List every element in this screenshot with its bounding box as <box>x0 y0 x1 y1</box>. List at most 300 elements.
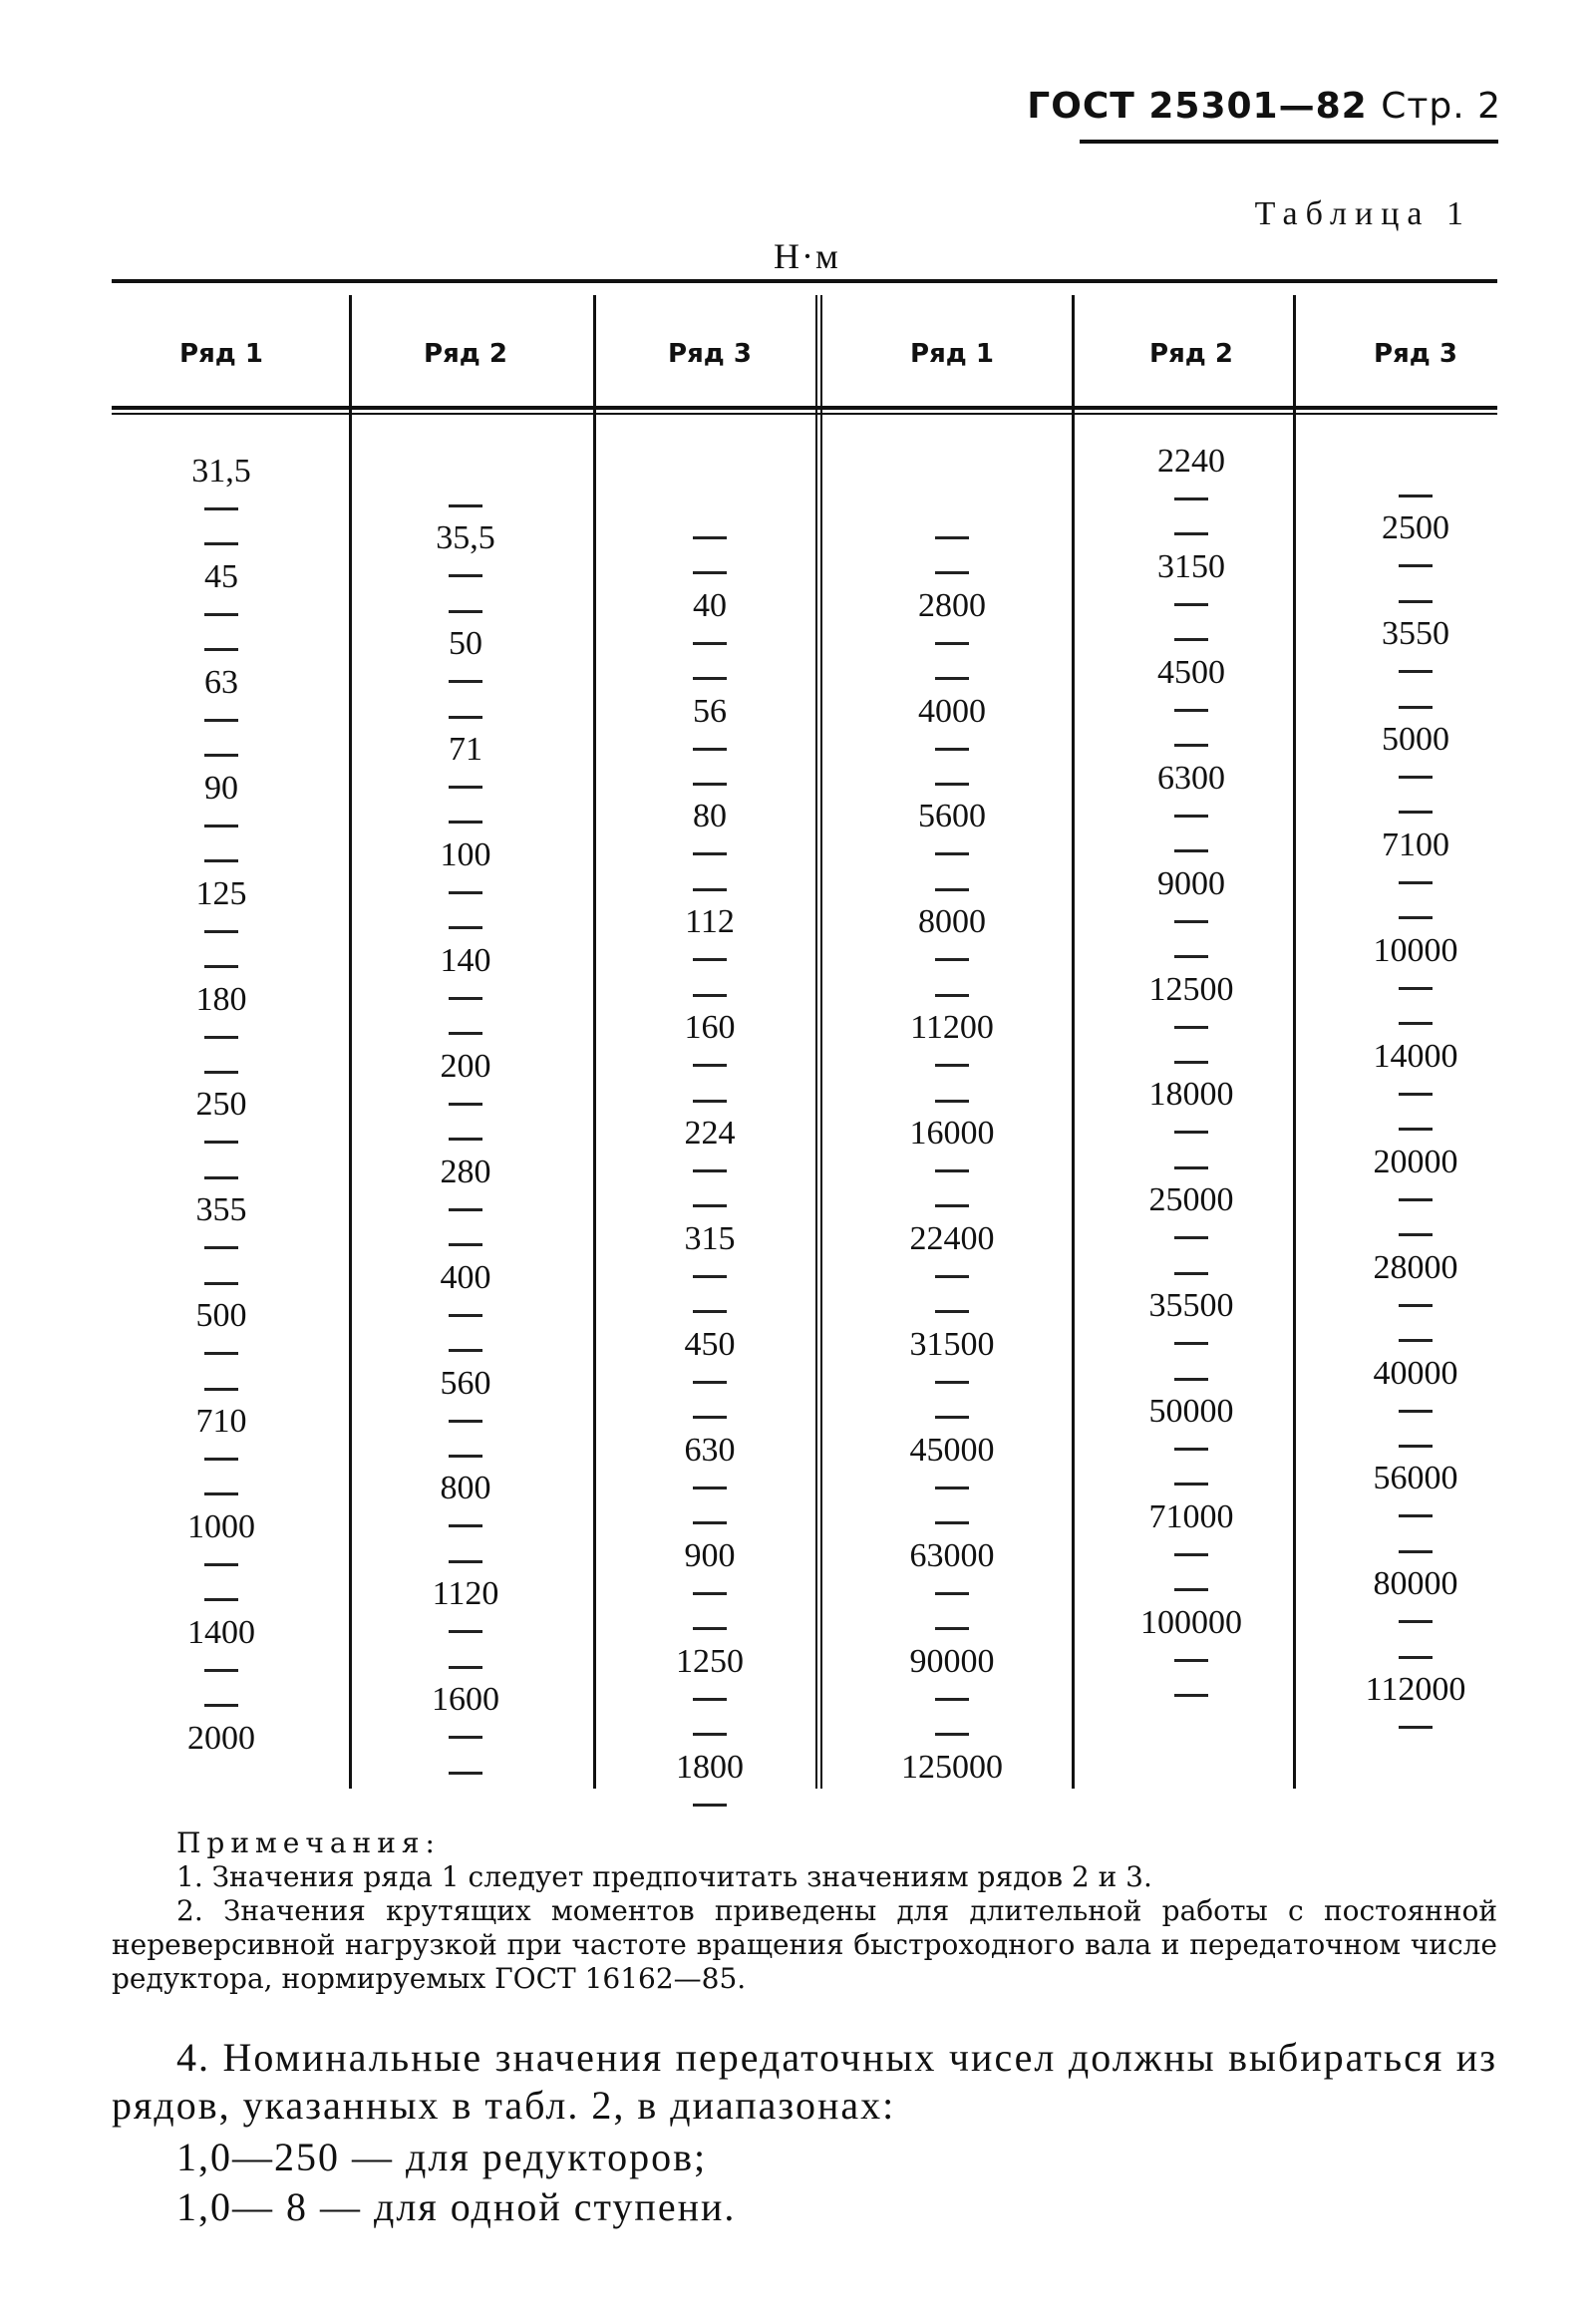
value-cell: 280 <box>440 1153 491 1190</box>
dash-mark <box>449 504 482 507</box>
value-cell: 35500 <box>1148 1287 1234 1325</box>
empty-cell <box>356 698 575 732</box>
dash-mark <box>693 852 727 855</box>
empty-cell <box>600 870 819 904</box>
empty-cell <box>600 553 819 587</box>
value-cell: 90000 <box>909 1642 995 1680</box>
dash-mark <box>204 825 238 827</box>
column-divider <box>1072 295 1075 1789</box>
dash-mark <box>1174 1236 1208 1239</box>
empty-cell <box>600 976 819 1010</box>
dash-mark <box>935 1204 969 1207</box>
value-cell: 12500 <box>1148 970 1234 1008</box>
empty-cell <box>1082 797 1301 830</box>
value-cell: 45000 <box>909 1431 995 1469</box>
empty-cell <box>1082 585 1301 619</box>
dash-mark <box>1174 497 1208 500</box>
dash-mark <box>449 1314 482 1317</box>
value-cell: 3150 <box>1157 547 1225 585</box>
value-cell: 400 <box>440 1258 491 1296</box>
empty-cell <box>356 1648 575 1682</box>
table-header-rule <box>112 406 1497 410</box>
empty-cell <box>112 1264 331 1298</box>
column-header: Ряд 2 <box>1149 339 1233 369</box>
empty-cell <box>356 1331 575 1365</box>
dash-mark <box>693 748 727 751</box>
dash-mark <box>449 997 482 1000</box>
value-cell: 14000 <box>1373 1037 1458 1075</box>
value-cell: 4000 <box>918 692 986 730</box>
dash-mark <box>1174 532 1208 535</box>
value-cell: 40 <box>693 586 727 624</box>
empty-cell <box>112 1229 331 1263</box>
value-cell: 56 <box>693 692 727 730</box>
value-cell: 4500 <box>1157 653 1225 691</box>
empty-cell <box>1306 1392 1525 1426</box>
value-cell: 5000 <box>1382 721 1449 759</box>
empty-cell <box>112 947 331 981</box>
value-cell: 1400 <box>187 1613 255 1651</box>
empty-cell <box>356 873 575 907</box>
dash-mark <box>204 754 238 757</box>
dash-mark <box>1399 1514 1433 1517</box>
dash-mark <box>449 1243 482 1246</box>
empty-cell <box>600 1469 819 1502</box>
dash-mark <box>693 888 727 891</box>
value-cell: 90 <box>204 769 238 807</box>
dash-mark <box>693 1100 727 1103</box>
empty-cell <box>112 1687 331 1721</box>
dash-mark <box>935 1100 969 1103</box>
empty-cell <box>600 1574 819 1608</box>
value-cell: 160 <box>684 1009 736 1047</box>
empty-cell <box>842 553 1062 587</box>
value-cell: 710 <box>195 1403 247 1441</box>
dash-mark <box>935 1381 969 1384</box>
empty-cell <box>600 1082 819 1116</box>
empty-cell <box>1306 1215 1525 1249</box>
value-cell: 25000 <box>1148 1181 1234 1219</box>
empty-cell <box>112 1651 331 1685</box>
dash-mark <box>935 1627 969 1630</box>
dash-mark <box>1174 1659 1208 1662</box>
empty-cell <box>356 592 575 626</box>
value-cell: 1000 <box>187 1508 255 1545</box>
empty-cell <box>1082 1008 1301 1042</box>
value-cell: 450 <box>684 1325 736 1363</box>
empty-cell <box>112 701 331 735</box>
dash-mark <box>693 1804 727 1807</box>
paragraph-4: 4. Номинальные значения передаточных чисел должны выбираться из рядов, указанных в табл. 2, в диапазонах: <box>112 2035 1497 2128</box>
dash-mark <box>935 536 969 539</box>
dash-mark <box>1174 815 1208 818</box>
empty-cell <box>842 730 1062 764</box>
empty-cell <box>600 941 819 975</box>
column-header: Ряд 3 <box>668 339 752 369</box>
dash-mark <box>1399 1128 1433 1131</box>
empty-cell <box>1306 688 1525 722</box>
column-divider <box>349 295 352 1789</box>
dash-mark <box>1399 1410 1433 1413</box>
dash-mark <box>935 1310 969 1313</box>
dash-mark <box>693 1698 727 1701</box>
value-cell: 180 <box>195 980 247 1018</box>
empty-cell <box>1306 758 1525 792</box>
empty-cell <box>356 1437 575 1471</box>
dash-mark <box>1174 849 1208 852</box>
dash-mark <box>204 1246 238 1249</box>
empty-cell <box>1082 937 1301 971</box>
value-cell: 560 <box>440 1364 491 1402</box>
value-cell: 16000 <box>909 1115 995 1153</box>
empty-cell <box>112 1370 331 1404</box>
dash-mark <box>204 613 238 616</box>
empty-cell <box>1082 1535 1301 1569</box>
empty-cell <box>1306 1075 1525 1109</box>
dash-mark <box>935 783 969 786</box>
value-cell: 1250 <box>676 1642 744 1680</box>
dash-mark <box>449 1420 482 1423</box>
dash-mark <box>1174 1448 1208 1451</box>
empty-cell <box>600 659 819 693</box>
value-cell: 630 <box>684 1431 736 1469</box>
dash-mark <box>449 1524 482 1527</box>
dash-mark <box>1174 1588 1208 1591</box>
empty-cell <box>1306 794 1525 827</box>
dash-mark <box>935 1592 969 1595</box>
empty-cell <box>842 1399 1062 1433</box>
value-cell: 56000 <box>1373 1460 1458 1497</box>
dash-mark <box>693 1310 727 1313</box>
dash-mark <box>693 1416 727 1419</box>
dash-mark <box>1399 1198 1433 1201</box>
dash-mark <box>449 1772 482 1775</box>
empty-cell <box>600 1715 819 1749</box>
dash-mark <box>204 1704 238 1707</box>
dash-mark <box>449 1666 482 1669</box>
dash-mark <box>449 680 482 683</box>
empty-cell <box>356 1719 575 1753</box>
empty-cell <box>600 1363 819 1397</box>
empty-cell <box>1082 1430 1301 1464</box>
empty-cell <box>842 870 1062 904</box>
value-cell: 10000 <box>1373 931 1458 969</box>
empty-cell <box>600 1152 819 1185</box>
dash-mark <box>935 852 969 855</box>
dash-mark <box>449 821 482 824</box>
value-cell: 40000 <box>1373 1354 1458 1392</box>
empty-cell <box>1306 653 1525 687</box>
empty-cell <box>356 1613 575 1647</box>
value-cell: 71 <box>449 731 482 769</box>
dash-mark <box>1399 776 1433 779</box>
dash-mark <box>1399 1726 1433 1729</box>
value-cell: 315 <box>684 1220 736 1257</box>
empty-cell <box>356 557 575 591</box>
empty-cell <box>356 1225 575 1259</box>
empty-cell <box>600 1257 819 1291</box>
empty-cell <box>1082 1677 1301 1711</box>
dash-mark <box>204 1563 238 1566</box>
empty-cell <box>1082 515 1301 549</box>
value-cell: 100 <box>440 836 491 873</box>
dash-mark <box>204 648 238 651</box>
value-cell: 9000 <box>1157 864 1225 902</box>
empty-cell <box>842 518 1062 552</box>
dash-mark <box>693 1592 727 1595</box>
value-cell: 63 <box>204 663 238 701</box>
dash-mark <box>935 1733 969 1736</box>
empty-cell <box>600 1786 819 1819</box>
dash-mark <box>204 859 238 862</box>
value-cell: 31500 <box>909 1325 995 1363</box>
empty-cell <box>112 595 331 629</box>
dash-mark <box>204 1492 238 1495</box>
dash-mark <box>1399 495 1433 497</box>
dash-mark <box>1399 600 1433 603</box>
dash-mark <box>449 891 482 894</box>
dash-mark <box>204 930 238 933</box>
dash-mark <box>693 1169 727 1172</box>
value-cell: 900 <box>684 1536 736 1574</box>
range-reducers: 1,0—250 — для редукторов; <box>176 2135 708 2179</box>
dash-mark <box>935 994 969 997</box>
empty-cell <box>1082 726 1301 760</box>
dash-mark <box>1174 1378 1208 1381</box>
table-top-rule <box>112 279 1497 283</box>
empty-cell <box>600 1503 819 1537</box>
dash-mark <box>1399 1304 1433 1307</box>
table-unit: Н·м <box>774 236 840 276</box>
header-rule <box>1080 140 1498 144</box>
notes-block <box>112 1826 1497 1996</box>
notes-title: Примечания: <box>176 1826 441 1859</box>
dash-mark <box>693 994 727 997</box>
value-cell: 20000 <box>1373 1143 1458 1180</box>
dash-mark <box>693 571 727 574</box>
dash-mark <box>449 786 482 789</box>
value-cell: 1600 <box>432 1681 499 1719</box>
empty-cell <box>356 1120 575 1154</box>
value-cell: 35,5 <box>436 519 495 557</box>
dash-mark <box>449 1455 482 1458</box>
dash-mark <box>1399 916 1433 919</box>
dash-mark <box>449 1103 482 1106</box>
empty-cell <box>842 1293 1062 1327</box>
empty-cell <box>356 1296 575 1330</box>
empty-cell <box>1306 1286 1525 1320</box>
empty-cell <box>1082 621 1301 655</box>
value-cell: 18000 <box>1148 1076 1234 1114</box>
empty-cell <box>356 1015 575 1049</box>
value-cell: 7100 <box>1382 826 1449 863</box>
dash-mark <box>204 1036 238 1039</box>
dash-mark <box>1399 1339 1433 1342</box>
dash-mark <box>1399 670 1433 673</box>
empty-cell <box>1082 831 1301 865</box>
empty-cell <box>600 1399 819 1433</box>
empty-cell <box>842 1469 1062 1502</box>
value-cell: 112000 <box>1365 1671 1466 1709</box>
empty-cell <box>1082 1114 1301 1148</box>
empty-cell <box>112 807 331 840</box>
empty-cell <box>1082 1466 1301 1499</box>
document-header <box>1027 86 1501 127</box>
value-cell: 125 <box>195 874 247 912</box>
dash-mark <box>1174 1483 1208 1486</box>
empty-cell <box>842 941 1062 975</box>
dash-mark <box>1174 638 1208 641</box>
empty-cell <box>842 1363 1062 1397</box>
dash-mark <box>449 1630 482 1633</box>
dash-mark <box>204 1458 238 1461</box>
value-cell: 45 <box>204 557 238 595</box>
empty-cell <box>356 1754 575 1788</box>
empty-cell <box>1306 582 1525 616</box>
value-cell: 50000 <box>1148 1393 1234 1431</box>
value-cell: 1800 <box>676 1748 744 1786</box>
dash-mark <box>1174 955 1208 958</box>
value-cell: 250 <box>195 1086 247 1124</box>
empty-cell <box>1306 1180 1525 1214</box>
empty-cell <box>112 631 331 665</box>
dash-mark <box>204 719 238 722</box>
value-cell: 200 <box>440 1047 491 1085</box>
range-single-stage: 1,0— 8 — для одной ступени. <box>176 2184 737 2229</box>
dash-mark <box>449 926 482 929</box>
dash-mark <box>693 1381 727 1384</box>
column-header: Ряд 2 <box>424 339 507 369</box>
empty-cell <box>112 736 331 770</box>
dash-mark <box>693 536 727 539</box>
dash-mark <box>204 1598 238 1601</box>
empty-cell <box>1306 1532 1525 1566</box>
empty-cell <box>1082 480 1301 513</box>
dash-mark <box>935 1487 969 1489</box>
empty-cell <box>1082 1149 1301 1182</box>
dash-mark <box>693 1733 727 1736</box>
column-header: Ряд 1 <box>910 339 994 369</box>
value-cell: 63000 <box>909 1536 995 1574</box>
column-header: Ряд 1 <box>179 339 263 369</box>
dash-mark <box>935 571 969 574</box>
empty-cell <box>1082 1043 1301 1077</box>
empty-cell <box>356 1507 575 1541</box>
value-cell: 125000 <box>901 1748 1003 1786</box>
dash-mark <box>1174 1026 1208 1029</box>
empty-cell <box>842 1715 1062 1749</box>
dash-mark <box>449 610 482 613</box>
empty-cell <box>112 1335 331 1369</box>
dash-mark <box>935 1416 969 1419</box>
dash-mark <box>204 1176 238 1179</box>
dash-mark <box>935 958 969 961</box>
dash-mark <box>204 1071 238 1074</box>
dash-mark <box>1399 987 1433 990</box>
empty-cell <box>1306 547 1525 581</box>
value-cell: 355 <box>195 1191 247 1229</box>
dash-mark <box>693 642 727 645</box>
empty-cell <box>356 1402 575 1436</box>
dash-mark <box>1174 1166 1208 1169</box>
dash-mark <box>935 1698 969 1701</box>
empty-cell <box>600 1047 819 1081</box>
empty-cell <box>112 490 331 523</box>
value-cell: 22400 <box>909 1220 995 1257</box>
empty-cell <box>112 1581 331 1615</box>
value-cell: 28000 <box>1373 1248 1458 1286</box>
dash-mark <box>1174 1694 1208 1697</box>
value-cell: 5600 <box>918 798 986 835</box>
dash-mark <box>693 1521 727 1524</box>
dash-mark <box>1174 1342 1208 1345</box>
empty-cell <box>356 804 575 837</box>
dash-mark <box>1399 706 1433 709</box>
dash-mark <box>449 716 482 719</box>
value-cell: 100000 <box>1140 1603 1242 1641</box>
empty-cell <box>112 1158 331 1192</box>
dash-mark <box>204 1352 238 1355</box>
dash-mark <box>449 1208 482 1211</box>
empty-cell <box>1306 1005 1525 1039</box>
dash-mark <box>1399 1620 1433 1623</box>
empty-cell <box>600 1293 819 1327</box>
dash-mark <box>693 958 727 961</box>
dash-mark <box>1399 1445 1433 1448</box>
value-cell: 500 <box>195 1297 247 1335</box>
note-item-2: 2. Значения крутящих моментов приведены для длительной работы с постоянной нереверсивной нагрузкой при частоте вращения быстроходного вала и передаточном числе редуктора, нормируемых ГОСТ 16162—85. <box>112 1894 1497 1995</box>
empty-cell <box>842 659 1062 693</box>
empty-cell <box>1306 1709 1525 1743</box>
dash-mark <box>1399 1093 1433 1096</box>
dash-mark <box>204 1282 238 1285</box>
table-header-rule-secondary <box>112 413 1497 415</box>
empty-cell <box>356 768 575 802</box>
dash-mark <box>1174 1061 1208 1064</box>
column-divider <box>820 295 822 1789</box>
empty-cell <box>356 979 575 1013</box>
empty-cell <box>600 1609 819 1643</box>
empty-cell <box>1306 1603 1525 1637</box>
empty-cell <box>1306 899 1525 933</box>
empty-cell <box>842 1680 1062 1714</box>
dash-mark <box>1174 920 1208 923</box>
empty-cell <box>842 835 1062 869</box>
value-cell: 31,5 <box>191 453 251 490</box>
value-cell: 3550 <box>1382 615 1449 653</box>
value-cell: 800 <box>440 1470 491 1507</box>
note-item-1: 1. Значения ряда 1 следует предпочитать значениям рядов 2 и 3. <box>176 1860 1152 1893</box>
dash-mark <box>449 1736 482 1739</box>
dash-mark <box>935 888 969 891</box>
empty-cell <box>1082 1325 1301 1359</box>
empty-cell <box>112 912 331 946</box>
empty-cell <box>600 518 819 552</box>
value-cell: 1120 <box>432 1575 499 1613</box>
value-cell: 8000 <box>918 903 986 941</box>
empty-cell <box>1306 1321 1525 1355</box>
value-cell: 112 <box>685 903 735 941</box>
dash-mark <box>1174 744 1208 747</box>
dash-mark <box>1399 881 1433 884</box>
dash-mark <box>204 507 238 510</box>
dash-mark <box>1174 709 1208 712</box>
empty-cell <box>112 841 331 875</box>
dash-mark <box>1399 1022 1433 1025</box>
dash-mark <box>1174 1131 1208 1134</box>
dash-mark <box>693 1204 727 1207</box>
column-header: Ряд 3 <box>1374 339 1457 369</box>
